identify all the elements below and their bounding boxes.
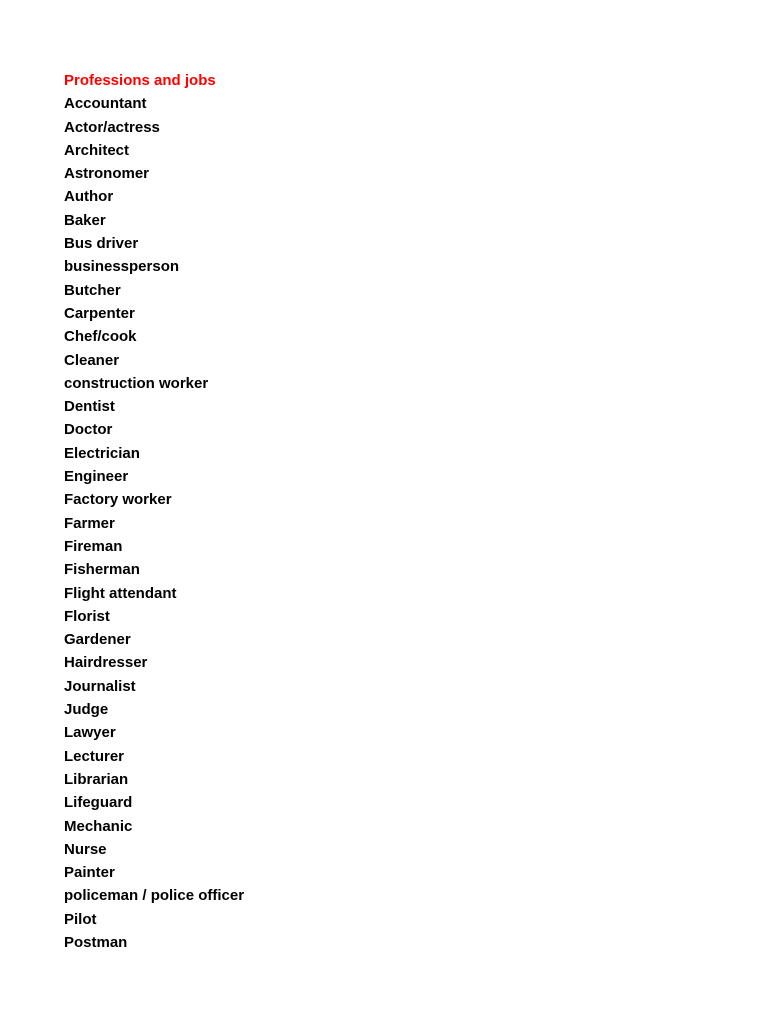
job-item: Fireman — [64, 537, 123, 555]
job-item: Butcher — [64, 281, 121, 299]
job-item: Bus driver — [64, 235, 139, 253]
job-item: Lecturer — [64, 747, 125, 765]
job-item: Florist — [64, 607, 110, 625]
job-item: Carpenter — [64, 304, 135, 322]
job-item: Lawyer — [64, 724, 116, 742]
job-item: Actor/actress — [64, 118, 160, 136]
job-item: Lifeguard — [64, 794, 133, 812]
job-item: Mechanic — [64, 817, 133, 835]
job-item: construction worker — [64, 374, 209, 392]
job-item: Architect — [64, 141, 130, 159]
job-item: Chef/cook — [64, 328, 137, 346]
job-item: Baker — [64, 211, 106, 229]
job-list — [64, 92, 664, 954]
job-item: Postman — [64, 933, 128, 951]
job-item: Engineer — [64, 468, 129, 486]
job-item: Flight attendant — [64, 584, 177, 602]
job-item: Cleaner — [64, 351, 120, 369]
job-item: Farmer — [64, 514, 115, 532]
job-item: Astronomer — [64, 165, 150, 183]
job-item: Painter — [64, 864, 115, 882]
job-item: Hairdresser — [64, 654, 148, 672]
job-item: Dentist — [64, 398, 115, 416]
job-item: Nurse — [64, 840, 107, 858]
section-heading: Professions and jobs — [64, 72, 216, 89]
job-item: Librarian — [64, 770, 129, 788]
job-item: Author — [64, 188, 114, 206]
job-item: Doctor — [64, 421, 113, 439]
job-item: Factory worker — [64, 491, 172, 509]
job-item: Gardener — [64, 631, 131, 649]
job-item: Electrician — [64, 444, 140, 462]
job-item: Journalist — [64, 677, 136, 695]
job-item: Pilot — [64, 910, 97, 928]
document-body — [64, 69, 664, 954]
job-item: Accountant — [64, 95, 147, 113]
job-item: businessperson — [64, 258, 180, 276]
job-item: Judge — [64, 701, 109, 719]
job-item: policeman / police officer — [64, 887, 245, 905]
job-item: Fisherman — [64, 561, 140, 579]
